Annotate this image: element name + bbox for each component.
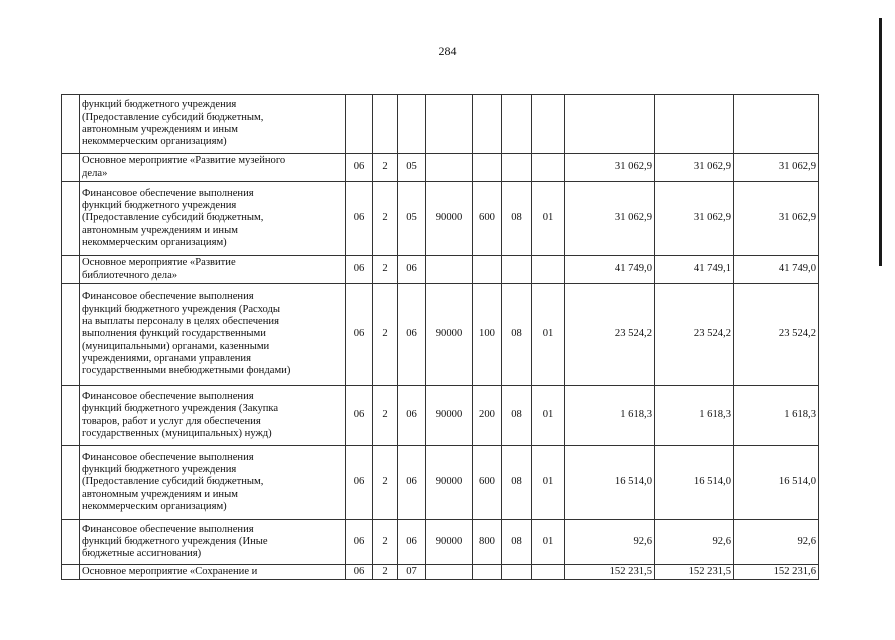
event-code-cell: 06 <box>398 446 426 520</box>
program-code-cell: 06 <box>346 284 373 386</box>
subprogram-code-cell: 2 <box>373 284 398 386</box>
section-code-cell <box>502 95 532 154</box>
section-code-cell <box>502 154 532 182</box>
expense-name-line: Финансовое обеспечение выполнения <box>82 523 254 535</box>
amount-year-3-cell: 16 514,0 <box>734 446 819 520</box>
expense-type-code-cell <box>473 154 502 182</box>
expense-type-code-cell: 600 <box>473 446 502 520</box>
expense-name-line: функций бюджетного учреждения (Расходы <box>82 303 281 315</box>
expense-name-line: автономным учреждениям и иным <box>82 488 238 500</box>
event-code-cell: 06 <box>398 520 426 565</box>
blank-cell <box>62 182 80 256</box>
subprogram-code-cell: 2 <box>373 154 398 182</box>
expense-name-line: государственных (муниципальных) нужд) <box>82 427 272 439</box>
table-row <box>62 154 819 182</box>
amount-year-2-cell: 31 062,9 <box>655 154 734 182</box>
amount-year-3-cell: 31 062,9 <box>734 182 819 256</box>
direction-code-cell: 90000 <box>426 182 473 256</box>
subprogram-code-cell: 2 <box>373 565 398 580</box>
subprogram-code-cell <box>373 95 398 154</box>
program-code-cell <box>346 95 373 154</box>
expense-type-code-cell <box>473 95 502 154</box>
amount-year-1-cell: 23 524,2 <box>565 284 655 386</box>
budget-table <box>61 94 819 580</box>
program-code-cell: 06 <box>346 446 373 520</box>
scan-edge-line <box>879 18 882 266</box>
expense-type-code-cell <box>473 256 502 284</box>
expense-type-code-cell: 600 <box>473 182 502 256</box>
subsection-code-cell: 01 <box>532 182 565 256</box>
event-code-cell: 05 <box>398 154 426 182</box>
table-row <box>62 565 819 580</box>
table-row <box>62 520 819 565</box>
section-code-cell <box>502 256 532 284</box>
amount-year-2-cell: 16 514,0 <box>655 446 734 520</box>
direction-code-cell: 90000 <box>426 446 473 520</box>
table-row <box>62 284 819 386</box>
amount-year-1-cell: 92,6 <box>565 520 655 565</box>
amount-year-2-cell: 41 749,1 <box>655 256 734 284</box>
event-code-cell <box>398 95 426 154</box>
program-code-cell: 06 <box>346 520 373 565</box>
section-code-cell: 08 <box>502 520 532 565</box>
amount-year-2-cell: 92,6 <box>655 520 734 565</box>
expense-name-line: Основное мероприятие «Сохранение и <box>82 565 258 577</box>
expense-name-cell <box>80 386 346 446</box>
amount-year-1-cell: 152 231,5 <box>565 565 655 580</box>
expense-name-line: (Предоставление субсидий бюджетным, <box>82 212 264 224</box>
event-code-cell: 07 <box>398 565 426 580</box>
expense-name-line: учреждениями, органами управления <box>82 352 251 364</box>
direction-code-cell <box>426 154 473 182</box>
amount-year-3-cell: 92,6 <box>734 520 819 565</box>
blank-cell <box>62 565 80 580</box>
table-row <box>62 256 819 284</box>
amount-year-1-cell: 1 618,3 <box>565 386 655 446</box>
expense-name-cell <box>80 182 346 256</box>
expense-name-line: Финансовое обеспечение выполнения <box>82 451 254 463</box>
expense-name-cell <box>80 446 346 520</box>
blank-cell <box>62 95 80 154</box>
expense-name-line: некоммерческим организациям) <box>82 236 227 248</box>
amount-year-1-cell: 16 514,0 <box>565 446 655 520</box>
direction-code-cell: 90000 <box>426 386 473 446</box>
subsection-code-cell: 01 <box>532 520 565 565</box>
subprogram-code-cell: 2 <box>373 446 398 520</box>
direction-code-cell <box>426 95 473 154</box>
blank-cell <box>62 446 80 520</box>
expense-name-line: Основное мероприятие «Развитие музейного <box>82 155 286 167</box>
expense-name-cell <box>80 565 346 580</box>
expense-name-line: Финансовое обеспечение выполнения <box>82 390 254 402</box>
section-code-cell <box>502 565 532 580</box>
expense-name-line: функций бюджетного учреждения <box>82 464 237 476</box>
expense-name-line: функций бюджетного учреждения <box>82 99 237 111</box>
subsection-code-cell <box>532 95 565 154</box>
page-number: 284 <box>438 44 457 58</box>
direction-code-cell: 90000 <box>426 520 473 565</box>
amount-year-2-cell: 152 231,5 <box>655 565 734 580</box>
expense-type-code-cell: 200 <box>473 386 502 446</box>
expense-name-line: (Предоставление субсидий бюджетным, <box>82 476 264 488</box>
subsection-code-cell: 01 <box>532 284 565 386</box>
expense-name-line: (Предоставление субсидий бюджетным, <box>82 111 264 123</box>
expense-name-line: автономным учреждениям и иным <box>82 124 238 135</box>
blank-cell <box>62 386 80 446</box>
subsection-code-cell: 01 <box>532 386 565 446</box>
amount-year-2-cell: 23 524,2 <box>655 284 734 386</box>
table-row <box>62 386 819 446</box>
amount-year-2-cell: 1 618,3 <box>655 386 734 446</box>
direction-code-cell: 90000 <box>426 284 473 386</box>
expense-name-cell <box>80 256 346 284</box>
subprogram-code-cell: 2 <box>373 182 398 256</box>
expense-name-cell <box>80 95 346 154</box>
expense-name-line: автономным учреждениям и иным <box>82 224 238 236</box>
subsection-code-cell <box>532 565 565 580</box>
subprogram-code-cell: 2 <box>373 520 398 565</box>
expense-name-line: функций бюджетного учреждения <box>82 200 237 212</box>
amount-year-2-cell: 31 062,9 <box>655 182 734 256</box>
expense-type-code-cell: 100 <box>473 284 502 386</box>
program-code-cell: 06 <box>346 154 373 182</box>
blank-cell <box>62 520 80 565</box>
expense-type-code-cell <box>473 565 502 580</box>
amount-year-3-cell: 41 749,0 <box>734 256 819 284</box>
program-code-cell: 06 <box>346 386 373 446</box>
expense-name-cell <box>80 520 346 565</box>
section-code-cell: 08 <box>502 446 532 520</box>
amount-year-3-cell: 1 618,3 <box>734 386 819 446</box>
subsection-code-cell <box>532 256 565 284</box>
amount-year-1-cell <box>565 95 655 154</box>
event-code-cell: 06 <box>398 284 426 386</box>
expense-name-line: товаров, работ и услуг для обеспечения <box>82 415 261 427</box>
expense-name-line: дела» <box>82 167 108 179</box>
expense-name-line: библиотечного дела» <box>82 269 178 281</box>
program-code-cell: 06 <box>346 256 373 284</box>
amount-year-3-cell <box>734 95 819 154</box>
subprogram-code-cell: 2 <box>373 256 398 284</box>
amount-year-1-cell: 41 749,0 <box>565 256 655 284</box>
expense-name-line: Финансовое обеспечение выполнения <box>82 291 254 303</box>
expense-name-line: бюджетные ассигнования) <box>82 548 202 560</box>
expense-name-line: функций бюджетного учреждения (Закупка <box>82 403 279 415</box>
event-code-cell: 06 <box>398 386 426 446</box>
subprogram-code-cell: 2 <box>373 386 398 446</box>
section-code-cell: 08 <box>502 182 532 256</box>
expense-name-cell <box>80 154 346 182</box>
blank-cell <box>62 256 80 284</box>
expense-name-line: выполнения функций государственными <box>82 328 266 340</box>
amount-year-3-cell: 152 231,6 <box>734 565 819 580</box>
direction-code-cell <box>426 565 473 580</box>
amount-year-1-cell: 31 062,9 <box>565 154 655 182</box>
section-code-cell: 08 <box>502 284 532 386</box>
event-code-cell: 06 <box>398 256 426 284</box>
expense-name-line: Финансовое обеспечение выполнения <box>82 187 254 199</box>
subsection-code-cell <box>532 154 565 182</box>
amount-year-1-cell: 31 062,9 <box>565 182 655 256</box>
expense-name-line: некоммерческим организациям) <box>82 500 227 512</box>
expense-name-line: (муниципальными) органами, казенными <box>82 340 270 352</box>
event-code-cell: 05 <box>398 182 426 256</box>
expense-name-line: некоммерческим организациям) <box>82 136 227 148</box>
direction-code-cell <box>426 256 473 284</box>
amount-year-2-cell <box>655 95 734 154</box>
program-code-cell: 06 <box>346 182 373 256</box>
subsection-code-cell: 01 <box>532 446 565 520</box>
section-code-cell: 08 <box>502 386 532 446</box>
expense-name-cell <box>80 284 346 386</box>
expense-name-line: государственными внебюджетными фондами) <box>82 365 291 377</box>
expense-name-line: функций бюджетного учреждения (Иные <box>82 535 268 547</box>
table-row <box>62 446 819 520</box>
expense-name-line: Основное мероприятие «Развитие <box>82 257 236 269</box>
amount-year-3-cell: 31 062,9 <box>734 154 819 182</box>
table-row <box>62 182 819 256</box>
expense-name-line: на выплаты персоналу в целях обеспечения <box>82 316 279 328</box>
amount-year-3-cell: 23 524,2 <box>734 284 819 386</box>
blank-cell <box>62 284 80 386</box>
program-code-cell: 06 <box>346 565 373 580</box>
table-row <box>62 95 819 154</box>
expense-type-code-cell: 800 <box>473 520 502 565</box>
blank-cell <box>62 154 80 182</box>
